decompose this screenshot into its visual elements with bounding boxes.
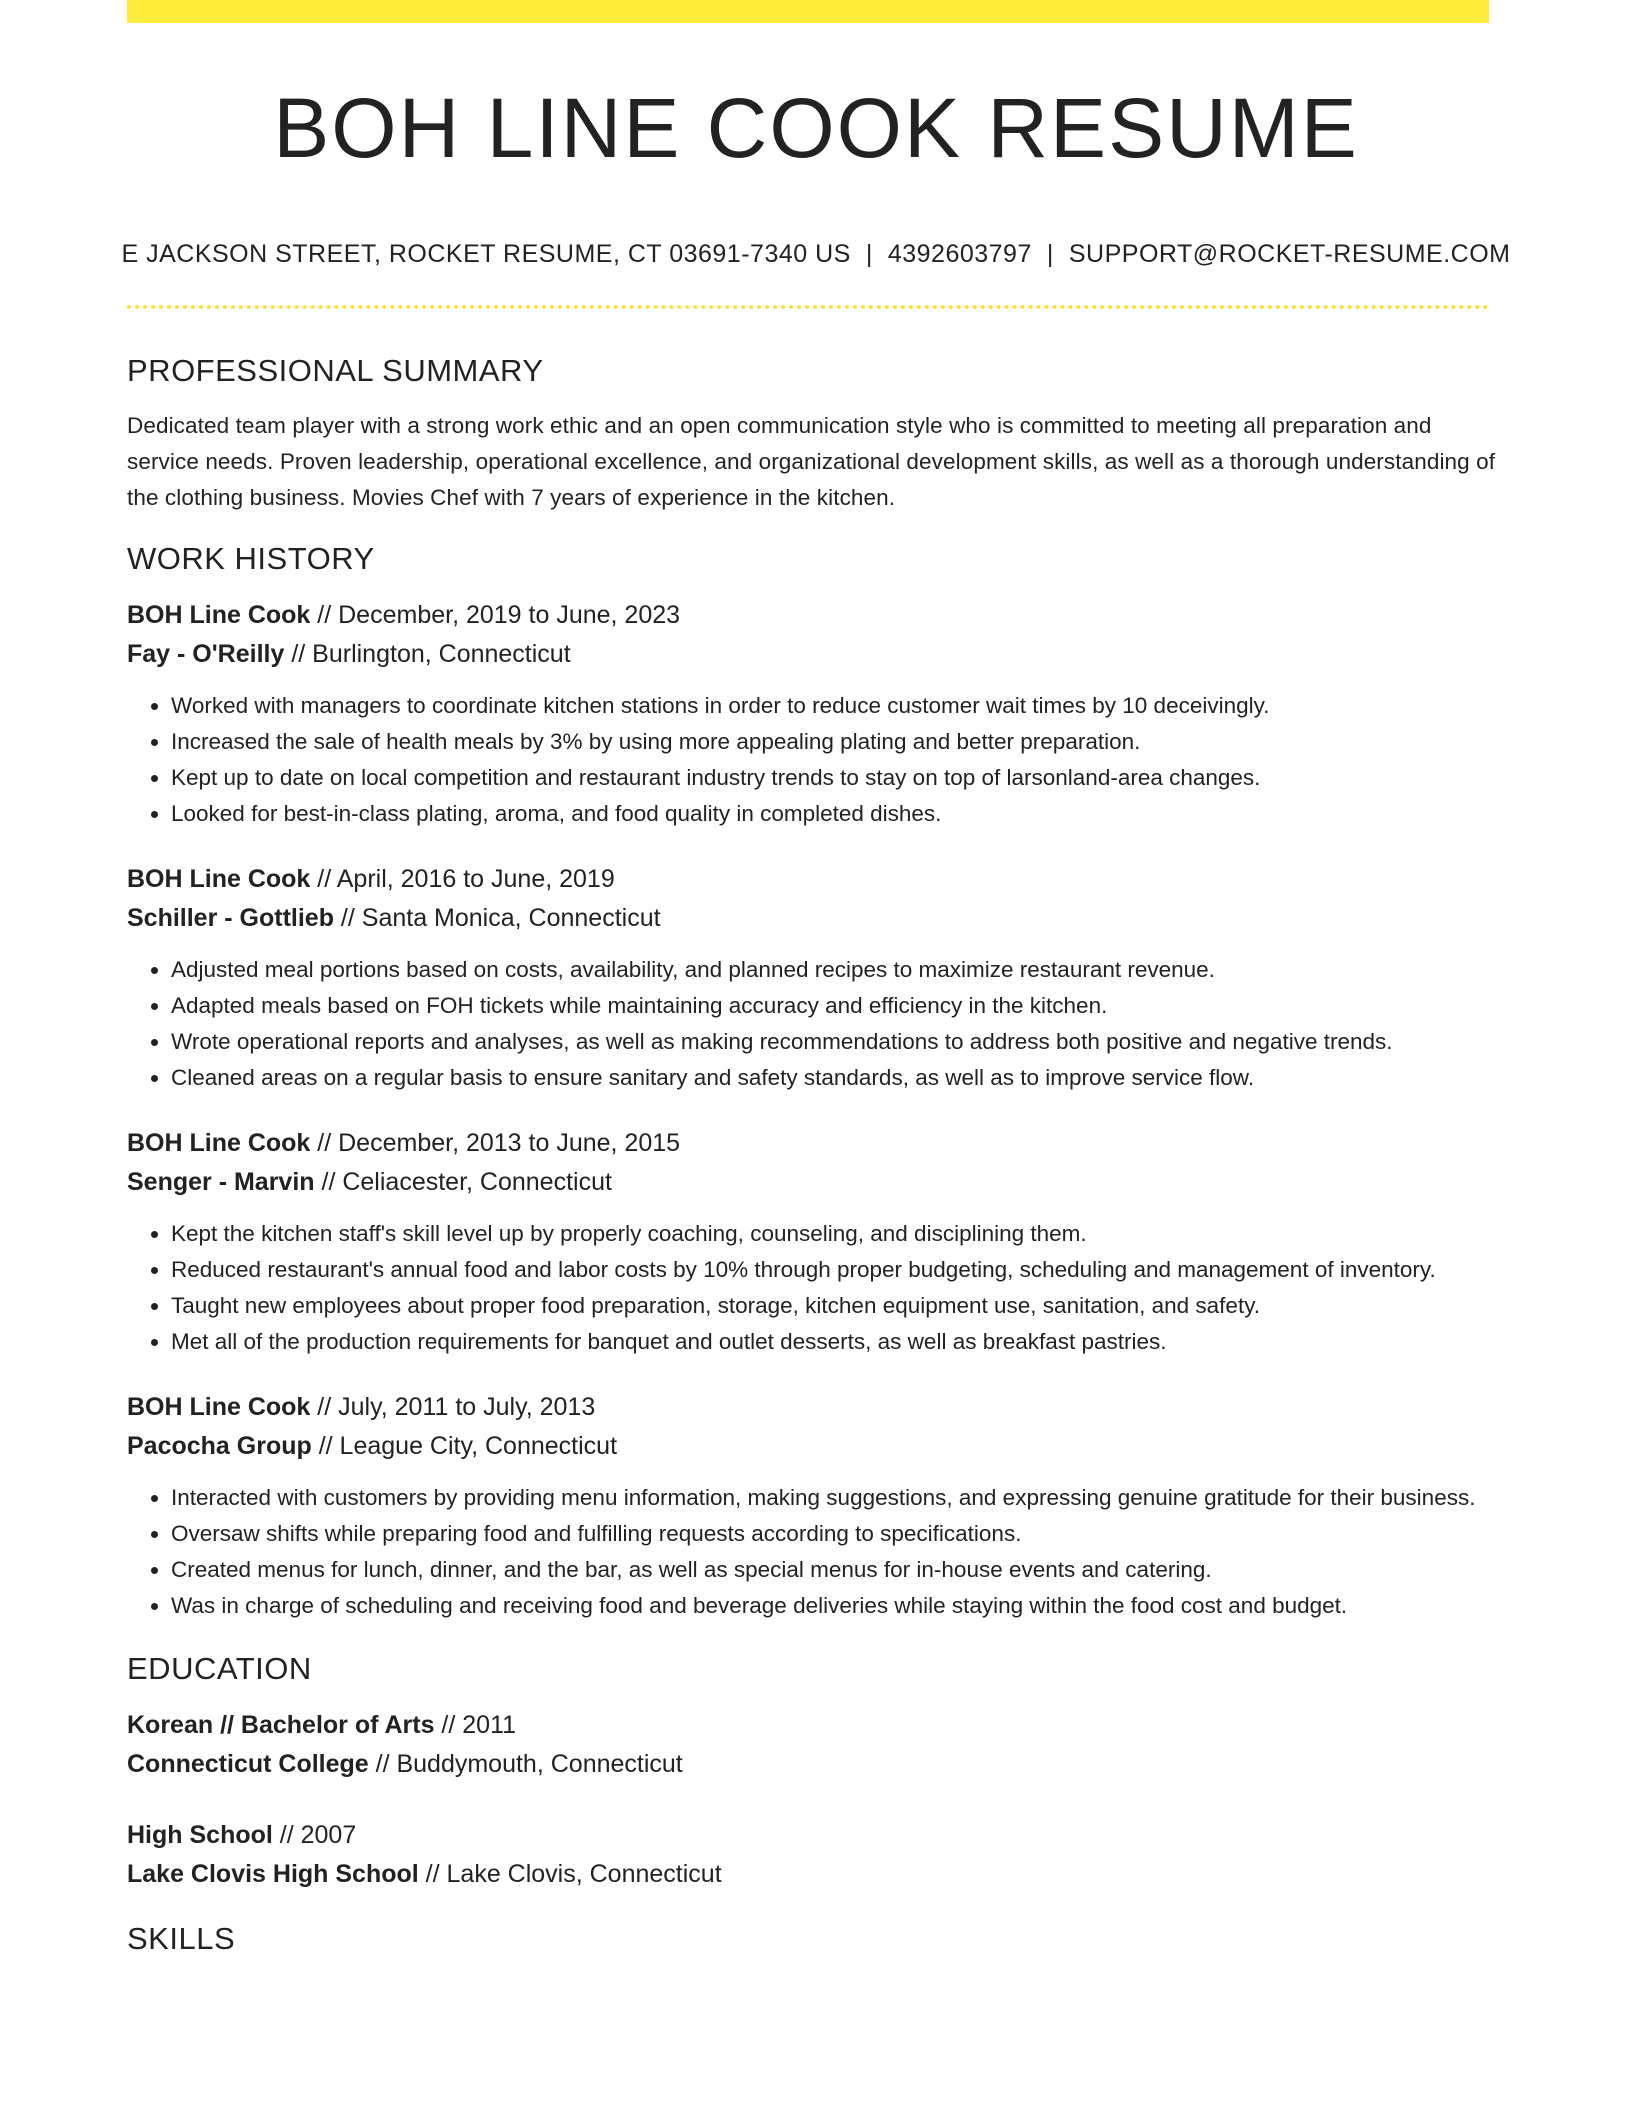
- job-bullets: [127, 1216, 1497, 1360]
- job-entry: [127, 1124, 1497, 1360]
- accent-bar: [127, 0, 1489, 23]
- contact-phone: 4392603797: [887, 240, 1032, 268]
- contact-separator: |: [1046, 240, 1054, 268]
- job-entry: [127, 860, 1497, 1096]
- job-company-line: [127, 1163, 1497, 1202]
- job-bullet: • Met all of the production requirements for banquet and outlet desserts, as well as breakfast pastries.: [171, 1324, 1497, 1360]
- education-school: Lake Clovis High School: [127, 1860, 419, 1888]
- job-dates: // April, 2016 to June, 2019: [310, 865, 615, 893]
- job-dates: // July, 2011 to July, 2013: [310, 1393, 596, 1421]
- education-location: // Buddymouth, Connecticut: [368, 1750, 683, 1778]
- contact-email: SUPPORT@ROCKET-RESUME.COM: [1068, 240, 1511, 268]
- resume-title: BOH LINE COOK RESUME: [273, 81, 1359, 175]
- work-history-heading: WORK HISTORY: [127, 541, 375, 576]
- job-bullet: • Interacted with customers by providing menu information, making suggestions, and expressing genuine gratitude for their business.: [171, 1480, 1497, 1516]
- education-entry: [127, 1706, 1497, 1784]
- job-bullet: • Worked with managers to coordinate kitchen stations in order to reduce customer wait times by 10 deceivingly.: [171, 688, 1497, 724]
- job-title: BOH Line Cook: [127, 1129, 311, 1157]
- job-bullets: [127, 688, 1497, 832]
- job-bullets: [127, 1480, 1497, 1624]
- job-company-line: [127, 899, 1497, 938]
- job-bullet: • Adapted meals based on FOH tickets while maintaining accuracy and efficiency in the kitchen.: [171, 988, 1497, 1024]
- education-degree: High School: [127, 1821, 273, 1849]
- job-bullet: • Created menus for lunch, dinner, and the bar, as well as special menus for in-house events and catering.: [171, 1552, 1497, 1588]
- education-location: // Lake Clovis, Connecticut: [418, 1860, 722, 1888]
- job-title-line: [127, 860, 1497, 899]
- education-school-line: [127, 1855, 1497, 1894]
- job-title-line: [127, 1388, 1497, 1427]
- job-company-line: [127, 635, 1497, 674]
- job-bullet: • Kept up to date on local competition and restaurant industry trends to stay on top of larsonland-area changes.: [171, 760, 1497, 796]
- job-dates: // December, 2019 to June, 2023: [310, 601, 681, 629]
- education-year: // 2007: [272, 1821, 357, 1849]
- job-company: Fay - O'Reilly: [127, 640, 285, 668]
- job-bullet: • Reduced restaurant's annual food and labor costs by 10% through proper budgeting, scheduling and management of inventory.: [171, 1252, 1497, 1288]
- job-company: Pacocha Group: [127, 1432, 312, 1460]
- job-bullet: • Taught new employees about proper food preparation, storage, kitchen equipment use, sanitation, and safety.: [171, 1288, 1497, 1324]
- skills-heading: SKILLS: [127, 1921, 236, 1956]
- contact-separator: |: [865, 240, 873, 268]
- resume-content: [127, 348, 1497, 1962]
- job-company: Schiller - Gottlieb: [127, 904, 334, 932]
- job-location: // Burlington, Connecticut: [284, 640, 571, 668]
- job-bullet: • Kept the kitchen staff's skill level up by properly coaching, counseling, and disciplining them.: [171, 1216, 1497, 1252]
- job-title-line: [127, 596, 1497, 635]
- job-location: // Santa Monica, Connecticut: [333, 904, 661, 932]
- job-bullet: • Increased the sale of health meals by 3% by using more appealing plating and better preparation.: [171, 724, 1497, 760]
- education-entry: [127, 1816, 1497, 1894]
- education-school-line: [127, 1745, 1497, 1784]
- job-bullet: • Cleaned areas on a regular basis to ensure sanitary and safety standards, as well as to improve service flow.: [171, 1060, 1497, 1096]
- education-school: Connecticut College: [127, 1750, 369, 1778]
- job-title-line: [127, 1124, 1497, 1163]
- job-title: BOH Line Cook: [127, 865, 311, 893]
- education-degree-line: [127, 1816, 1497, 1855]
- job-title: BOH Line Cook: [127, 1393, 311, 1421]
- dotted-divider: [127, 305, 1489, 309]
- job-bullet: • Was in charge of scheduling and receiving food and beverage deliveries while staying within the food cost and budget.: [171, 1588, 1497, 1624]
- contact-address: E JACKSON STREET, ROCKET RESUME, CT 03691-7340 US: [121, 240, 851, 268]
- job-bullet: • Adjusted meal portions based on costs, availability, and planned recipes to maximize restaurant revenue.: [171, 952, 1497, 988]
- education-degree: Korean // Bachelor of Arts: [127, 1711, 435, 1739]
- education-heading: EDUCATION: [127, 1651, 312, 1686]
- job-bullets: [127, 952, 1497, 1096]
- job-title: BOH Line Cook: [127, 601, 311, 629]
- job-company-line: [127, 1427, 1497, 1466]
- job-bullet: • Wrote operational reports and analyses, as well as making recommendations to address both positive and negative trends.: [171, 1024, 1497, 1060]
- education-year: // 2011: [434, 1711, 517, 1739]
- job-bullet: • Oversaw shifts while preparing food and fulfilling requests according to specifications.: [171, 1516, 1497, 1552]
- job-entry: [127, 1388, 1497, 1624]
- job-dates: // December, 2013 to June, 2015: [310, 1129, 681, 1157]
- summary-text: Dedicated team player with a strong work ethic and an open communication style who is committed to meeting all preparation and service needs. Proven leadership, operational excellence, and organizational development skills, as well as a thorough understanding of the clothing business. Movies Chef with 7 years of experience in the kitchen.: [127, 413, 1496, 510]
- job-company: Senger - Marvin: [127, 1168, 315, 1196]
- contact-line: [0, 236, 1632, 272]
- summary-heading: PROFESSIONAL SUMMARY: [127, 353, 544, 388]
- job-bullet: • Looked for best-in-class plating, aroma, and food quality in completed dishes.: [171, 796, 1497, 832]
- job-entry: [127, 596, 1497, 832]
- job-location: // League City, Connecticut: [311, 1432, 618, 1460]
- job-location: // Celiacester, Connecticut: [314, 1168, 612, 1196]
- education-degree-line: [127, 1706, 1497, 1745]
